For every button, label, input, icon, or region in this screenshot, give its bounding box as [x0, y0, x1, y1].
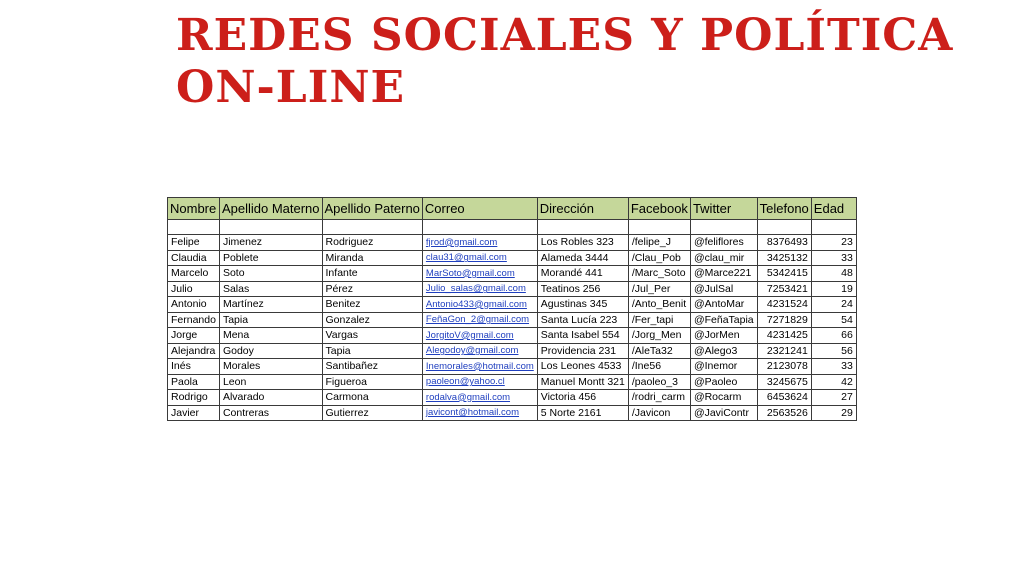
- cell-apellido-materno: Salas: [219, 281, 322, 297]
- slide-title: [176, 10, 953, 114]
- blank-cell: [537, 220, 628, 235]
- cell-twitter: @JaviContr: [690, 405, 757, 421]
- blank-cell: [168, 220, 220, 235]
- blank-cell: [811, 220, 856, 235]
- cell-direccion: Alameda 3444: [537, 250, 628, 266]
- table-row: [168, 281, 857, 297]
- table-row: [168, 328, 857, 344]
- cell-direccion: Agustinas 345: [537, 297, 628, 313]
- cell-edad: 42: [811, 374, 856, 390]
- cell-twitter: @Rocarm: [690, 390, 757, 406]
- cell-edad: 23: [811, 235, 856, 251]
- cell-telefono: 7271829: [757, 312, 811, 328]
- cell-apellido-materno: Morales: [219, 359, 322, 375]
- cell-nombre: Marcelo: [168, 266, 220, 282]
- cell-telefono: 4231425: [757, 328, 811, 344]
- cell-telefono: 4231524: [757, 297, 811, 313]
- cell-direccion: Morandé 441: [537, 266, 628, 282]
- table-row: [168, 405, 857, 421]
- cell-edad: 56: [811, 343, 856, 359]
- cell-correo[interactable]: JorgitoV@gmail.com: [422, 328, 537, 344]
- col-header-apellido-paterno: Apellido Paterno: [322, 198, 422, 220]
- table-row: [168, 235, 857, 251]
- cell-twitter: @JorMen: [690, 328, 757, 344]
- cell-facebook: /felipe_J: [628, 235, 690, 251]
- cell-twitter: @Alego3: [690, 343, 757, 359]
- col-header-direccion: Dirección: [537, 198, 628, 220]
- cell-nombre: Rodrigo: [168, 390, 220, 406]
- cell-apellido-materno: Tapia: [219, 312, 322, 328]
- cell-apellido-paterno: Vargas: [322, 328, 422, 344]
- cell-nombre: Fernando: [168, 312, 220, 328]
- cell-twitter: @feliflores: [690, 235, 757, 251]
- blank-cell: [757, 220, 811, 235]
- table-row: [168, 266, 857, 282]
- cell-telefono: 2563526: [757, 405, 811, 421]
- cell-nombre: Antonio: [168, 297, 220, 313]
- cell-twitter: @Inemor: [690, 359, 757, 375]
- col-header-edad: Edad: [811, 198, 856, 220]
- cell-telefono: 3425132: [757, 250, 811, 266]
- cell-edad: 27: [811, 390, 856, 406]
- cell-twitter: @Paoleo: [690, 374, 757, 390]
- cell-direccion: Santa Lucía 223: [537, 312, 628, 328]
- cell-apellido-paterno: Rodriguez: [322, 235, 422, 251]
- col-header-apellido-materno: Apellido Materno: [219, 198, 322, 220]
- cell-edad: 48: [811, 266, 856, 282]
- cell-twitter: @JulSal: [690, 281, 757, 297]
- cell-edad: 19: [811, 281, 856, 297]
- cell-telefono: 7253421: [757, 281, 811, 297]
- cell-apellido-paterno: Santibañez: [322, 359, 422, 375]
- cell-direccion: Providencia 231: [537, 343, 628, 359]
- cell-direccion: Los Leones 4533: [537, 359, 628, 375]
- cell-apellido-paterno: Miranda: [322, 250, 422, 266]
- cell-apellido-paterno: Figueroa: [322, 374, 422, 390]
- cell-apellido-paterno: Carmona: [322, 390, 422, 406]
- cell-nombre: Paola: [168, 374, 220, 390]
- cell-facebook: /AleTa32: [628, 343, 690, 359]
- cell-apellido-paterno: Infante: [322, 266, 422, 282]
- cell-nombre: Inés: [168, 359, 220, 375]
- cell-twitter: @AntoMar: [690, 297, 757, 313]
- blank-row: [168, 220, 857, 235]
- cell-correo[interactable]: Inemorales@hotmail.com: [422, 359, 537, 375]
- cell-telefono: 3245675: [757, 374, 811, 390]
- cell-facebook: /Javicon: [628, 405, 690, 421]
- header-row: [168, 198, 857, 220]
- cell-facebook: /Anto_Benit: [628, 297, 690, 313]
- table-row: [168, 359, 857, 375]
- cell-apellido-materno: Godoy: [219, 343, 322, 359]
- cell-edad: 24: [811, 297, 856, 313]
- table-row: [168, 343, 857, 359]
- cell-direccion: Santa Isabel 554: [537, 328, 628, 344]
- cell-correo[interactable]: Antonio433@gmail.com: [422, 297, 537, 313]
- cell-correo[interactable]: fjrod@gmail.com: [422, 235, 537, 251]
- cell-twitter: @FeñaTapia: [690, 312, 757, 328]
- cell-edad: 29: [811, 405, 856, 421]
- cell-twitter: @Marce221: [690, 266, 757, 282]
- cell-apellido-paterno: Gutierrez: [322, 405, 422, 421]
- cell-correo[interactable]: MarSoto@gmail.com: [422, 266, 537, 282]
- cell-apellido-materno: Martínez: [219, 297, 322, 313]
- col-header-correo: Correo: [422, 198, 537, 220]
- table-row: [168, 297, 857, 313]
- table-row: [168, 374, 857, 390]
- cell-direccion: 5 Norte 2161: [537, 405, 628, 421]
- col-header-telefono: Telefono: [757, 198, 811, 220]
- cell-telefono: 2123078: [757, 359, 811, 375]
- table-row: [168, 312, 857, 328]
- cell-apellido-materno: Jimenez: [219, 235, 322, 251]
- cell-facebook: /Marc_Soto: [628, 266, 690, 282]
- col-header-facebook: Facebook: [628, 198, 690, 220]
- table-row: [168, 250, 857, 266]
- cell-telefono: 5342415: [757, 266, 811, 282]
- col-header-nombre: Nombre: [168, 198, 220, 220]
- cell-twitter: @clau_mir: [690, 250, 757, 266]
- cell-facebook: /rodri_carm: [628, 390, 690, 406]
- cell-apellido-paterno: Tapia: [322, 343, 422, 359]
- blank-cell: [219, 220, 322, 235]
- cell-apellido-materno: Mena: [219, 328, 322, 344]
- cell-facebook: /Clau_Pob: [628, 250, 690, 266]
- cell-apellido-paterno: Benitez: [322, 297, 422, 313]
- blank-cell: [690, 220, 757, 235]
- cell-facebook: /Ine56: [628, 359, 690, 375]
- cell-facebook: /Fer_tapi: [628, 312, 690, 328]
- cell-correo[interactable]: Alegodoy@gmail.com: [422, 343, 537, 359]
- cell-telefono: 2321241: [757, 343, 811, 359]
- cell-correo[interactable]: javicont@hotmail.com: [422, 405, 537, 421]
- cell-nombre: Felipe: [168, 235, 220, 251]
- cell-edad: 66: [811, 328, 856, 344]
- cell-direccion: Manuel Montt 321: [537, 374, 628, 390]
- cell-nombre: Javier: [168, 405, 220, 421]
- cell-telefono: 8376493: [757, 235, 811, 251]
- blank-cell: [322, 220, 422, 235]
- cell-correo[interactable]: clau31@gmail.com: [422, 250, 537, 266]
- blank-cell: [422, 220, 537, 235]
- cell-apellido-paterno: Gonzalez: [322, 312, 422, 328]
- cell-apellido-materno: Leon: [219, 374, 322, 390]
- cell-nombre: Jorge: [168, 328, 220, 344]
- cell-direccion: Los Robles 323: [537, 235, 628, 251]
- slide-title-line1: REDES SOCIALES Y POLÍTICA: [176, 10, 954, 61]
- cell-correo[interactable]: FeñaGon_2@gmail.com: [422, 312, 537, 328]
- cell-apellido-paterno: Pérez: [322, 281, 422, 297]
- cell-apellido-materno: Poblete: [219, 250, 322, 266]
- cell-nombre: Julio: [168, 281, 220, 297]
- cell-facebook: /paoleo_3: [628, 374, 690, 390]
- cell-facebook: /Jul_Per: [628, 281, 690, 297]
- cell-facebook: /Jorg_Men: [628, 328, 690, 344]
- cell-nombre: Alejandra: [168, 343, 220, 359]
- slide-title-line2: ON-LINE: [176, 62, 406, 113]
- cell-edad: 54: [811, 312, 856, 328]
- blank-cell: [628, 220, 690, 235]
- cell-direccion: Teatinos 256: [537, 281, 628, 297]
- cell-correo[interactable]: rodalva@gmail.com: [422, 390, 537, 406]
- cell-correo[interactable]: Julio_salas@gmail.com: [422, 281, 537, 297]
- cell-correo[interactable]: paoleon@yahoo.cl: [422, 374, 537, 390]
- table-row: [168, 390, 857, 406]
- cell-apellido-materno: Contreras: [219, 405, 322, 421]
- cell-direccion: Victoria 456: [537, 390, 628, 406]
- cell-edad: 33: [811, 250, 856, 266]
- contacts-table: [167, 197, 857, 421]
- col-header-twitter: Twitter: [690, 198, 757, 220]
- cell-apellido-materno: Alvarado: [219, 390, 322, 406]
- cell-nombre: Claudia: [168, 250, 220, 266]
- cell-telefono: 6453624: [757, 390, 811, 406]
- cell-apellido-materno: Soto: [219, 266, 322, 282]
- cell-edad: 33: [811, 359, 856, 375]
